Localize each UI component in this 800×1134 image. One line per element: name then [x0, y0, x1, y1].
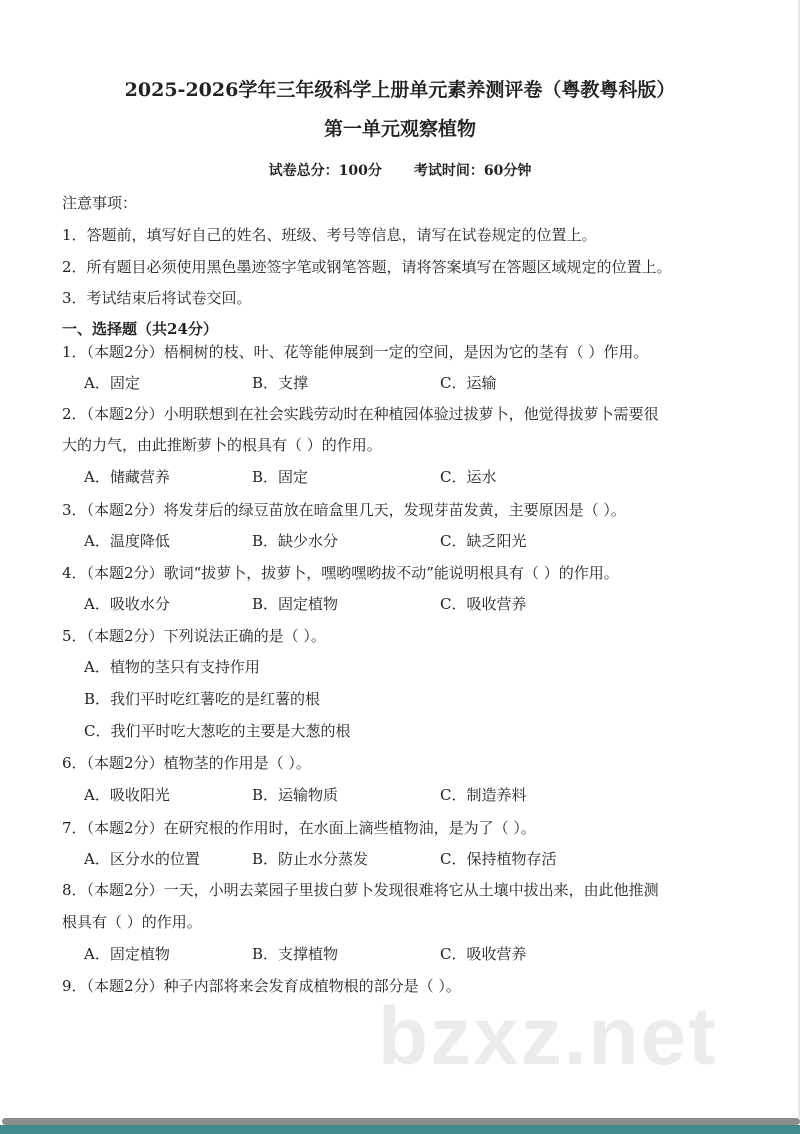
option-a: A．吸收水分	[84, 595, 170, 613]
question-1: 1．（本题2分）梧桐树的枝、叶、花等能伸展到一定的空间，是因为它的茎有（ ）作用。	[62, 343, 649, 361]
option-b: B．缺少水分	[252, 532, 339, 550]
option-a: A．固定植物	[84, 945, 170, 963]
option-b: B．固定	[252, 468, 309, 486]
option-c: C．保持植物存活	[440, 850, 557, 868]
option-c: C．运输	[440, 374, 497, 392]
option-c: C．我们平时吃大葱吃的主要是大葱的根	[84, 722, 351, 740]
background-strip	[0, 1125, 800, 1134]
notice-item: 2．所有题目必须使用黑色墨迹签字笔或钢笔答题，请将答案填写在答题区域规定的位置上。	[62, 258, 672, 276]
option-a: A．吸收阳光	[84, 786, 170, 804]
question-2-cont: 大的力气，由此推断萝卜的根具有（ ）的作用。	[62, 436, 382, 454]
question-8-cont: 根具有（ ）的作用。	[62, 913, 202, 931]
exam-info	[0, 161, 800, 181]
option-a: A．固定	[84, 374, 140, 392]
question-8: 8．（本题2分）一天，小明去菜园子里拔白萝卜发现很难将它从土壤中拔出来，由此他推测	[62, 881, 659, 899]
total-score: 试卷总分：100分	[268, 163, 382, 179]
option-c: C．吸收营养	[440, 595, 527, 613]
option-c: C．制造养料	[440, 786, 527, 804]
exam-time: 考试时间：60分钟	[413, 163, 532, 179]
notice-item: 3．考试结束后将试卷交回。	[62, 289, 252, 307]
option-b: B．固定植物	[252, 595, 339, 613]
option-b: B．防止水分蒸发	[252, 850, 369, 868]
question-4: 4．（本题2分）歌词“拔萝卜，拔萝卜，嘿哟嘿哟拔不动”能说明根具有（ ）的作用。	[62, 564, 619, 582]
option-a: A．区分水的位置	[84, 850, 200, 868]
watermark: bzxz.net	[378, 991, 718, 1082]
option-b: B．支撑	[252, 374, 309, 392]
question-6: 6．（本题2分）植物茎的作用是（ ）。	[62, 754, 311, 772]
notice-heading: 注意事项：	[62, 194, 138, 212]
horizontal-scrollbar[interactable]	[2, 1118, 800, 1125]
notice-item: 1．答题前，填写好自己的姓名、班级、考号等信息，请写在试卷规定的位置上。	[62, 226, 597, 244]
option-a: A．储藏营养	[84, 468, 170, 486]
option-a: A．植物的茎只有支持作用	[84, 658, 260, 676]
option-c: C．运水	[440, 468, 497, 486]
option-c: C．缺乏阳光	[440, 532, 527, 550]
option-b: B．支撑植物	[252, 945, 339, 963]
question-5: 5．（本题2分）下列说法正确的是（ ）。	[62, 627, 326, 645]
option-b: B．运输物质	[252, 786, 339, 804]
exam-title: 2025-2026学年三年级科学上册单元素养测评卷（粤教粤科版）	[124, 79, 676, 101]
option-a: A．温度降低	[84, 532, 170, 550]
exam-subtitle: 第一单元观察植物	[323, 118, 476, 140]
question-2: 2．（本题2分）小明联想到在社会实践劳动时在种植园体验过拔萝卜，他觉得拔萝卜需要很	[62, 405, 659, 423]
question-9: 9．（本题2分）种子内部将来会发育成植物根的部分是（ ）。	[62, 977, 461, 995]
option-c: C．吸收营养	[440, 945, 527, 963]
question-3: 3．（本题2分）将发芽后的绿豆苗放在暗盒里几天，发现芽苗发黄，主要原因是（ ）。	[62, 501, 626, 519]
section-title: 一、选择题（共24分）	[62, 320, 218, 338]
option-b: B．我们平时吃红薯吃的是红薯的根	[84, 690, 321, 708]
question-7: 7．（本题2分）在研究根的作用时，在水面上滴些植物油，是为了（ ）。	[62, 819, 536, 837]
